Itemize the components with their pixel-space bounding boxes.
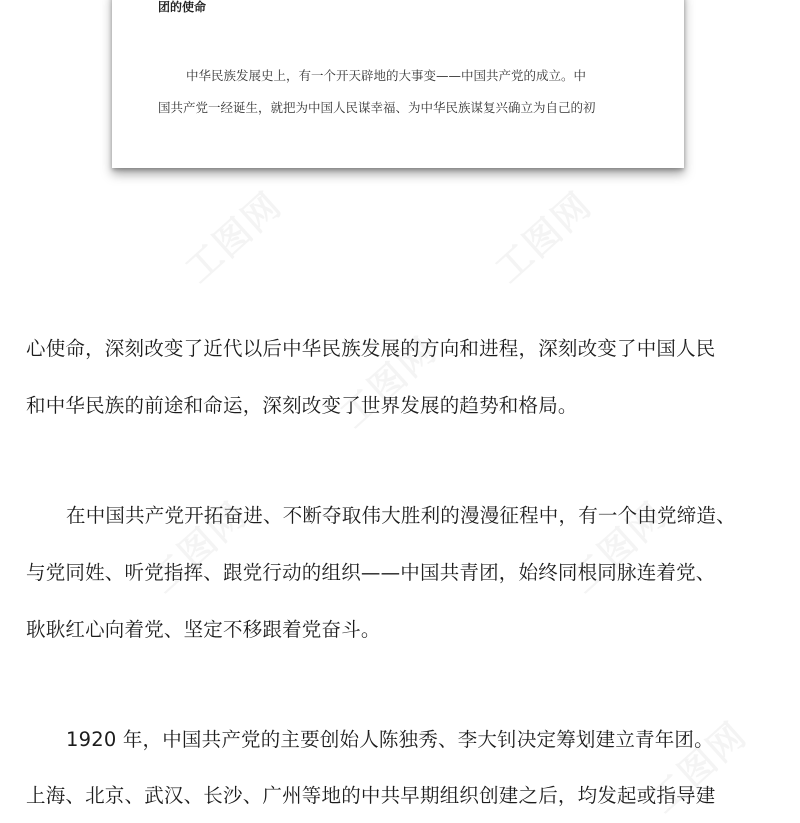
paragraph-line: 在中国共产党开拓奋进、不断夺取伟大胜利的漫漫征程中，有一个由党缔造、: [66, 504, 736, 527]
card-text-line: 中华民族发展史上，有一个开天辟地的大事变——中国共产党的成立。中: [186, 68, 587, 83]
watermark: [173, 178, 292, 292]
paragraph-line: 1920 年，中国共产党的主要创始人陈独秀、李大钊决定筹划建立青年团。: [66, 728, 714, 751]
card-text-line: 国共产党一经诞生，就把为中国人民谋幸福、为中华民族谋复兴确立为自己的初: [158, 100, 596, 115]
document-preview-card: [112, 0, 684, 168]
paragraph-line: 心使命，深刻改变了近代以后中华民族发展的方向和进程，深刻改变了中国人民: [26, 337, 716, 360]
card-heading: 团的使命: [158, 0, 207, 14]
paragraph-line: 和中华民族的前途和命运，深刻改变了世界发展的趋势和格局。: [26, 394, 578, 417]
watermark: [483, 178, 602, 292]
paragraph-line: 与党同姓、听党指挥、跟党行动的组织——中国共青团，始终同根同脉连着党、: [26, 561, 716, 584]
paragraph-line: 耿耿红心向着党、坚定不移跟着党奋斗。: [26, 618, 381, 641]
paragraph-line: 上海、北京、武汉、长沙、广州等地的中共早期组织创建之后，均发起或指导建: [26, 784, 716, 807]
